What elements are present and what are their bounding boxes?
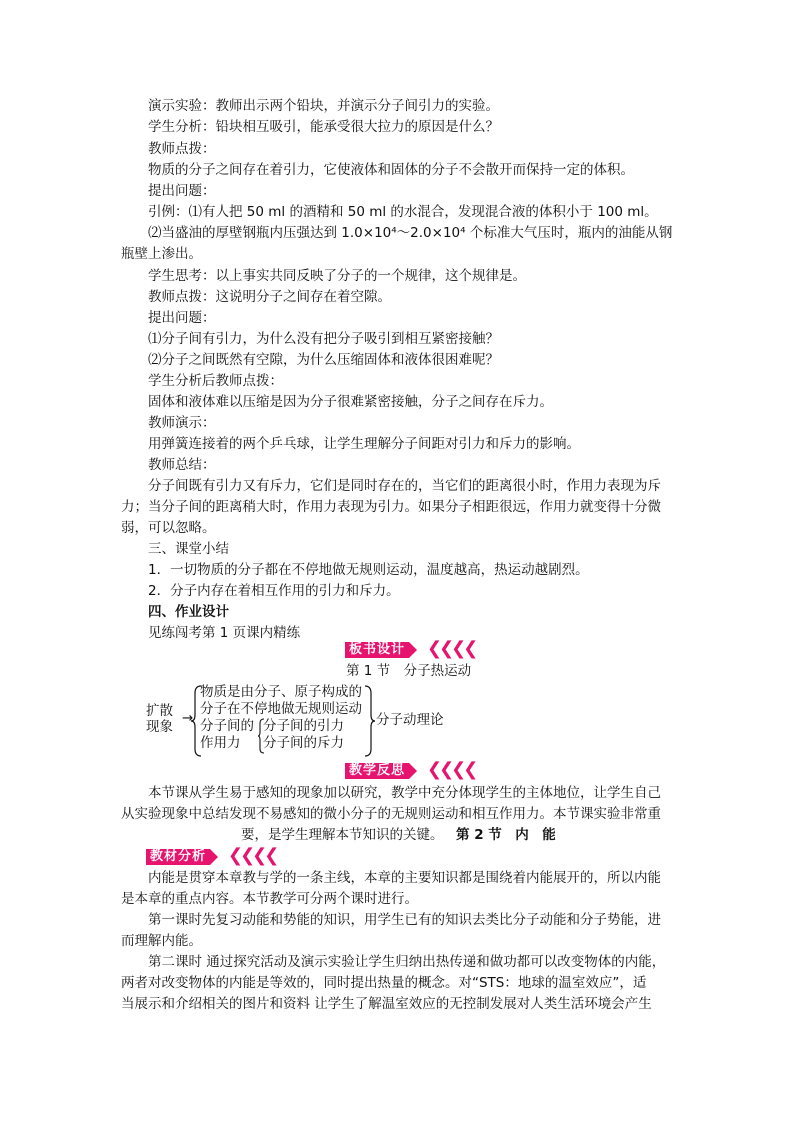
board-subitem: 分子间的斥力 xyxy=(263,735,344,751)
banner-label: 教材分析 xyxy=(146,849,210,865)
text-line: 瓶壁上渗出。 xyxy=(121,246,202,262)
board-item: 分子间的 xyxy=(200,718,254,734)
text-line: 内能是贯穿本章教与学的一条主线，本章的主要知识都是围绕着内能展开的，所以内能 xyxy=(148,870,661,886)
text-line: 学生分析后教师点拨： xyxy=(148,373,283,389)
text-line: 本节课从学生易于感知的现象加以研究，教学中充分体现学生的主体地位，让学生自己 xyxy=(148,785,661,801)
text-line: 从实验现象中总结发现不易感知的微小分子的无规则运动和相互作用力。本节课实验非常重 xyxy=(121,806,661,822)
text-line: 固体和液体难以压缩是因为分子很难紧密接触，分子之间存在斥力。 xyxy=(148,394,553,410)
board-item: 分子在不停地做无规则运动 xyxy=(200,701,362,717)
text-line: 力；当分子间的距离稍大时，作用力表现为引力。如果分子相距很远，作用力就变得十分微 xyxy=(121,499,661,515)
chevron-left-icon: ❮❮❮❮ xyxy=(228,845,277,866)
text-line: ⑴分子间有引力，为什么没有把分子吸引到相互紧密接触？ xyxy=(148,331,499,347)
board-conclusion: 分子动理论 xyxy=(376,712,444,728)
banner-label: 板书设计 xyxy=(345,642,409,658)
banner-textbook-analysis xyxy=(146,845,296,866)
text-line: 教师点拨：这说明分子之间存在着空隙。 xyxy=(148,289,391,305)
text-line: ⑵当盛油的厚壁钢瓶内压强达到 1.0×10⁴～2.0×10⁴ 个标准大气压时，瓶内的油能从钢 xyxy=(148,225,673,241)
text-line: 物质的分子之间存在着引力，它使液体和固体的分子不会散开而保持一定的体积。 xyxy=(148,162,634,178)
text-line: 教师演示： xyxy=(148,415,216,431)
text-line: 当展示和介绍相关的图片和资料 让学生了解温室效应的无控制发展对人类生活环境会产生 xyxy=(121,996,652,1012)
section-heading: 三、课堂小结 xyxy=(148,541,229,557)
text-line: 用弹簧连接着的两个乒乓球，让学生理解分子间距对引力和斥力的影响。 xyxy=(148,436,580,452)
text-line: 学生思考：以上事实共同反映了分子的一个规律，这个规律是。 xyxy=(148,268,526,284)
text-line: 提出问题： xyxy=(148,310,216,326)
chevron-left-icon: ❮❮❮❮ xyxy=(427,759,476,780)
text-line: 教师点拨： xyxy=(148,141,216,157)
chevron-left-icon: ❮❮❮❮ xyxy=(427,638,476,659)
text-line: 见练闯考第 1 页课内精练 xyxy=(148,625,301,641)
banner-label: 教学反思 xyxy=(345,763,409,779)
text-line: 要，是学生理解本节知识的关键。 xyxy=(241,827,444,843)
text-line: 教师总结： xyxy=(148,457,216,473)
board-left-label: 扩散 xyxy=(146,703,173,719)
text-line: 提出问题： xyxy=(148,183,216,199)
board-item: 作用力 xyxy=(200,735,241,751)
text-line: 而理解内能。 xyxy=(121,933,202,949)
board-item: 物质是由分子、原子构成的 xyxy=(200,684,362,700)
section-title: 第 2 节 内 能 xyxy=(456,827,556,843)
board-subitem: 分子间的引力 xyxy=(263,718,344,734)
banner-teaching-reflection xyxy=(345,759,495,780)
text-line: 第二课时 通过探究活动及演示实验让学生归纳出热传递和做功都可以改变物体的内能， xyxy=(148,954,666,970)
board-title: 第 1 节 分子热运动 xyxy=(346,663,472,679)
text-line: 分子间既有引力又有斥力，它们是同时存在的，当它们的距离很小时，作用力表现为斥 xyxy=(148,478,661,494)
section-heading: 四、作业设计 xyxy=(148,604,229,620)
text-line: 第一课时先复习动能和势能的知识，用学生已有的知识去类比分子动能和分子势能，进 xyxy=(148,912,661,928)
text-line: 学生分析：铅块相互吸引，能承受很大拉力的原因是什么？ xyxy=(148,119,499,135)
text-line: 演示实验：教师出示两个铅块，并演示分子间引力的实验。 xyxy=(148,98,499,114)
text-line: 弱，可以忽略。 xyxy=(121,520,216,536)
banner-board-design xyxy=(345,638,495,659)
text-line: 1．一切物质的分子都在不停地做无规则运动，温度越高，热运动越剧烈。 xyxy=(148,562,589,578)
right-brace-icon xyxy=(364,685,376,757)
text-line: ⑵分子之间既然有空隙，为什么压缩固体和液体很困难呢？ xyxy=(148,352,499,368)
arrow-right-icon: → xyxy=(182,710,194,726)
text-line: 2．分子内存在着相互作用的引力和斥力。 xyxy=(148,583,400,599)
text-line: 引例：⑴有人把 50 ml 的酒精和 50 ml 的水混合，发现混合液的体积小于 100 ml。 xyxy=(148,204,658,220)
text-line: 是本章的重点内容。本节教学可分两个课时进行。 xyxy=(121,891,418,907)
board-left-label: 现象 xyxy=(146,719,173,735)
text-line: 两者对改变物体的内能是等效的，同时提出热量的概念。对“STS：地球的温室效应”，适 xyxy=(121,975,647,991)
board-diagram xyxy=(140,683,460,759)
